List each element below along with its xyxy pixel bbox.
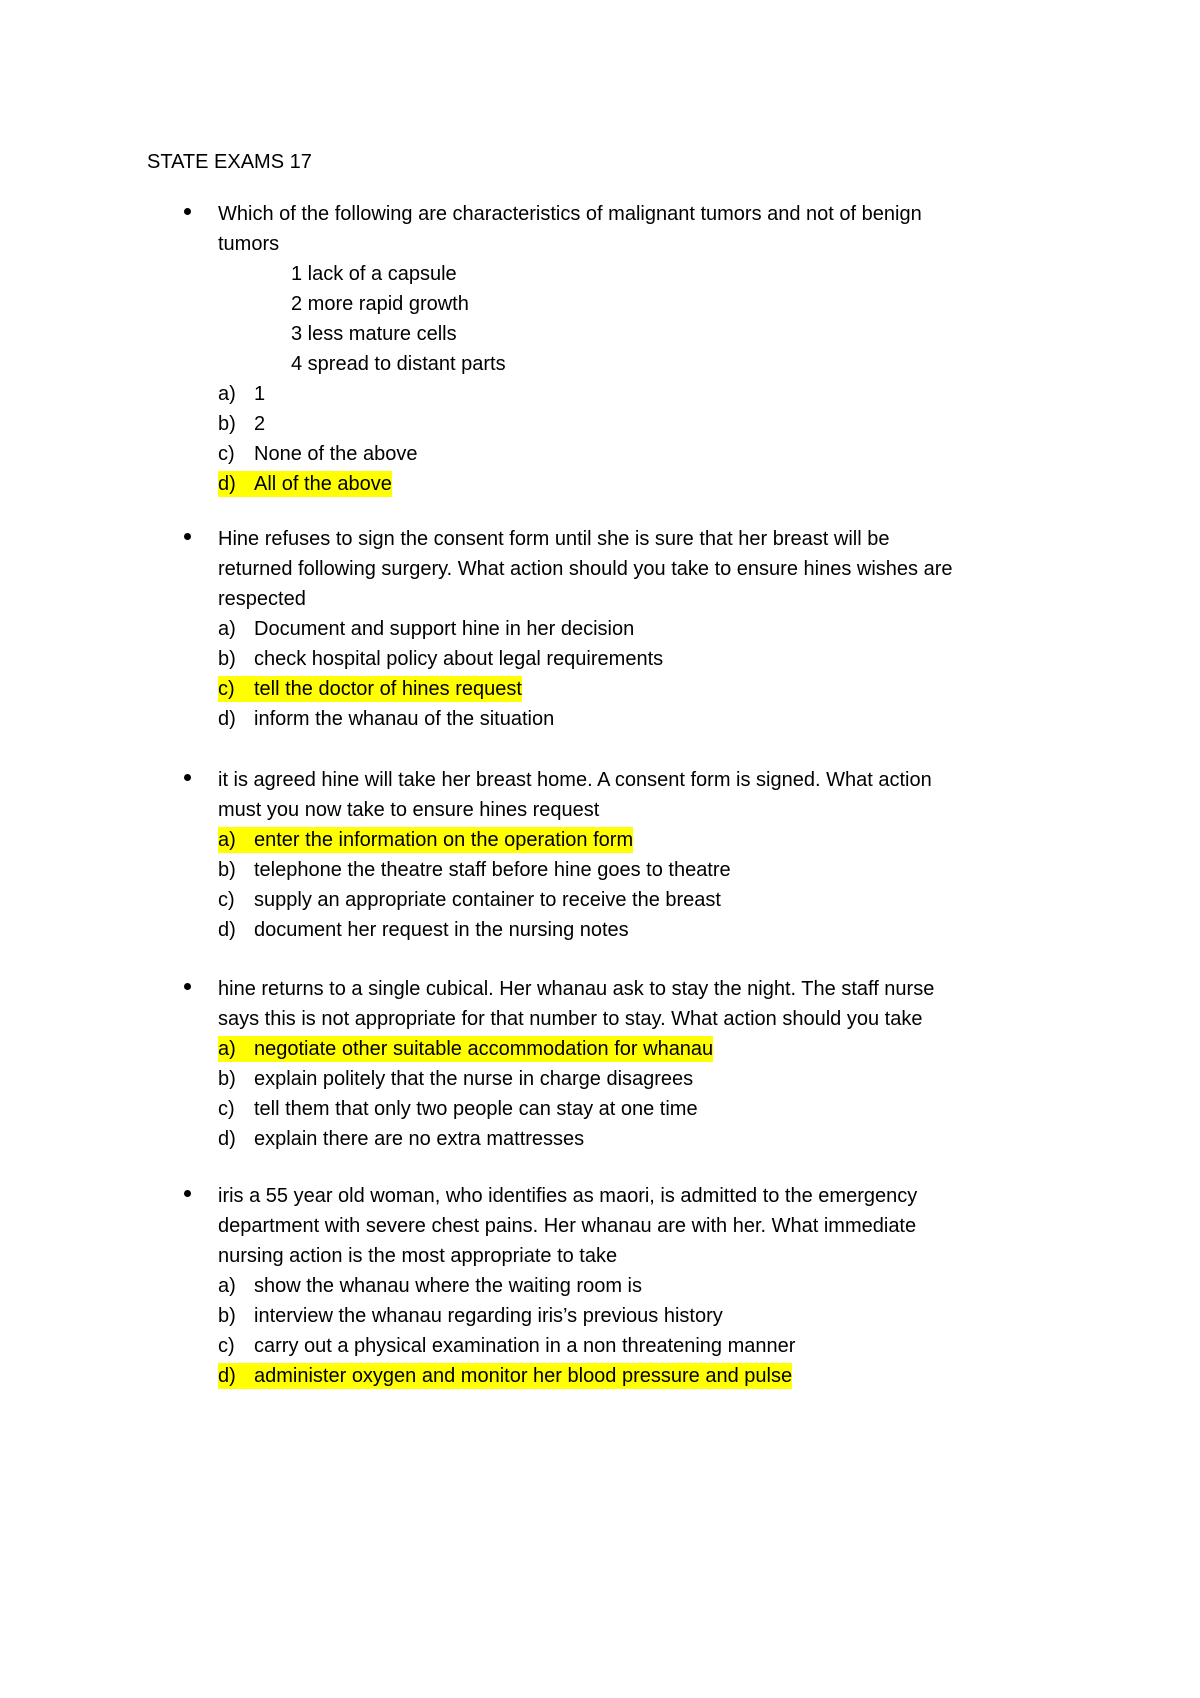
- option-text: check hospital policy about legal requirements: [254, 648, 664, 670]
- question-item: [218, 524, 1078, 734]
- option-text: tell them that only two people can stay at one time: [254, 1098, 698, 1120]
- bullet-icon: [184, 774, 191, 781]
- answer-option: [218, 1064, 1078, 1094]
- answer-option-content: [218, 676, 522, 702]
- answer-option: [218, 915, 1078, 945]
- question-text-line: returned following surgery. What action should you take to ensure hines wishes are: [218, 558, 953, 580]
- answer-option: [218, 644, 1078, 674]
- option-letter: c): [218, 678, 235, 700]
- option-text: enter the information on the operation form: [254, 829, 634, 851]
- answer-option-content: [218, 616, 634, 642]
- question-subitem: 2 more rapid growth: [291, 293, 469, 315]
- bullet-icon: [184, 983, 191, 990]
- question-text-line: nursing action is the most appropriate to take: [218, 1245, 618, 1267]
- option-text: negotiate other suitable accommodation for whanau: [254, 1038, 714, 1060]
- answer-option: [218, 614, 1078, 644]
- option-letter: b): [218, 648, 236, 670]
- question-text-line: department with severe chest pains. Her whanau are with her. What immediate: [218, 1215, 917, 1237]
- question-text-line: it is agreed hine will take her breast home. A consent form is signed. What action: [218, 769, 932, 791]
- option-text: supply an appropriate container to receive the breast: [254, 889, 721, 911]
- option-letter: b): [218, 859, 236, 881]
- question-text-line: must you now take to ensure hines request: [218, 799, 600, 821]
- option-letter: a): [218, 383, 236, 405]
- document-title: STATE EXAMS 17: [147, 151, 312, 173]
- answer-option: [218, 379, 1078, 409]
- option-text: carry out a physical examination in a non threatening manner: [254, 1335, 796, 1357]
- option-text: tell the doctor of hines request: [254, 678, 522, 700]
- bullet-icon: [184, 208, 191, 215]
- option-letter: a): [218, 1038, 236, 1060]
- option-text: interview the whanau regarding iris’s previous history: [254, 1305, 723, 1327]
- option-letter: d): [218, 473, 236, 495]
- option-letter: d): [218, 1365, 236, 1387]
- answer-option-content: [218, 646, 663, 672]
- option-text: explain politely that the nurse in charge disagrees: [254, 1068, 694, 1090]
- option-text: inform the whanau of the situation: [254, 708, 555, 730]
- answer-option-content: [218, 471, 392, 497]
- answer-option: [218, 1271, 1078, 1301]
- option-text: 2: [254, 413, 266, 435]
- answer-option: [218, 855, 1078, 885]
- answer-option-highlighted: [218, 825, 1078, 855]
- option-text: telephone the theatre staff before hine goes to theatre: [254, 859, 731, 881]
- option-letter: c): [218, 889, 235, 911]
- answer-option-content: [218, 827, 633, 853]
- answer-option-content: [218, 441, 417, 467]
- question-item: [218, 765, 1078, 945]
- answer-option: [218, 704, 1078, 734]
- option-letter: b): [218, 413, 236, 435]
- question-item: [218, 199, 1078, 499]
- answer-option: [218, 439, 1078, 469]
- answer-option-content: [218, 411, 265, 437]
- answer-option-content: [218, 1303, 723, 1329]
- answer-option-content: [218, 1273, 642, 1299]
- option-letter: a): [218, 1275, 236, 1297]
- option-text: 1: [254, 383, 266, 405]
- question-text-line: respected: [218, 588, 306, 610]
- answer-option-highlighted: [218, 1361, 1078, 1391]
- option-letter: d): [218, 1128, 236, 1150]
- answer-option-content: [218, 706, 554, 732]
- question-text-line: hine returns to a single cubical. Her whanau ask to stay the night. The staff nurse: [218, 978, 935, 1000]
- answer-option-highlighted: [218, 469, 1078, 499]
- option-letter: d): [218, 919, 236, 941]
- question-subitem: 1 lack of a capsule: [291, 263, 457, 285]
- question-subitem: 3 less mature cells: [291, 323, 457, 345]
- question-item: [218, 1181, 1078, 1391]
- option-letter: c): [218, 1098, 235, 1120]
- question-item: [218, 974, 1078, 1154]
- question-text-line: iris a 55 year old woman, who identifies as maori, is admitted to the emergency: [218, 1185, 918, 1207]
- answer-option-content: [218, 1126, 584, 1152]
- bullet-icon: [184, 533, 191, 540]
- option-letter: d): [218, 708, 236, 730]
- answer-option: [218, 885, 1078, 915]
- answer-option-content: [218, 1333, 795, 1359]
- answer-option-content: [218, 1363, 792, 1389]
- answer-option: [218, 1301, 1078, 1331]
- option-text: show the whanau where the waiting room is: [254, 1275, 642, 1297]
- question-subitem: 4 spread to distant parts: [291, 353, 506, 375]
- bullet-icon: [184, 1190, 191, 1197]
- answer-option-content: [218, 857, 731, 883]
- option-text: None of the above: [254, 443, 418, 465]
- answer-option: [218, 1124, 1078, 1154]
- option-letter: a): [218, 618, 236, 640]
- answer-option-content: [218, 1096, 698, 1122]
- answer-option-content: [218, 381, 265, 407]
- option-letter: b): [218, 1068, 236, 1090]
- answer-option-content: [218, 1066, 693, 1092]
- option-letter: c): [218, 1335, 235, 1357]
- option-text: document her request in the nursing notes: [254, 919, 629, 941]
- answer-option: [218, 409, 1078, 439]
- answer-option: [218, 1094, 1078, 1124]
- option-text: Document and support hine in her decision: [254, 618, 635, 640]
- option-text: administer oxygen and monitor her blood pressure and pulse: [254, 1365, 793, 1387]
- answer-option-highlighted: [218, 674, 1078, 704]
- question-text-line: Which of the following are characteristics of malignant tumors and not of benign: [218, 203, 922, 225]
- question-text-line: Hine refuses to sign the consent form until she is sure that her breast will be: [218, 528, 890, 550]
- question-text-line: tumors: [218, 233, 280, 255]
- answer-option-content: [218, 917, 629, 943]
- answer-option-content: [218, 1036, 713, 1062]
- answer-option-highlighted: [218, 1034, 1078, 1064]
- option-text: explain there are no extra mattresses: [254, 1128, 585, 1150]
- option-letter: c): [218, 443, 235, 465]
- answer-option-content: [218, 887, 721, 913]
- question-text-line: says this is not appropriate for that number to stay. What action should you take: [218, 1008, 923, 1030]
- option-text: All of the above: [254, 473, 392, 495]
- option-letter: a): [218, 829, 236, 851]
- answer-option: [218, 1331, 1078, 1361]
- option-letter: b): [218, 1305, 236, 1327]
